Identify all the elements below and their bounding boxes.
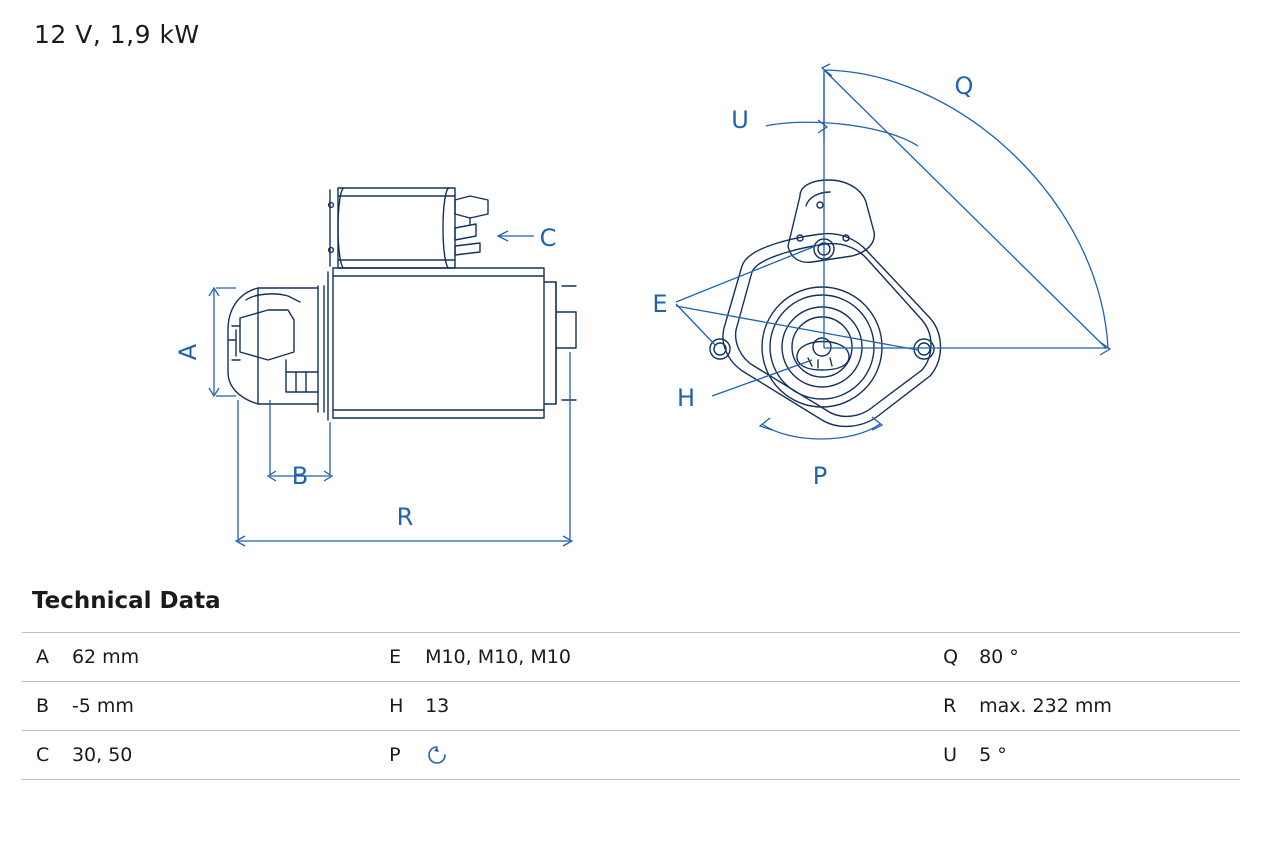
spec-value-rotation-symbol: [411, 731, 929, 780]
spec-value: max. 232 mm: [965, 682, 1240, 731]
solenoid-body: [329, 188, 488, 268]
label-C: C: [539, 224, 557, 252]
rotation-direction-icon: [425, 742, 451, 768]
label-P: P: [812, 462, 828, 490]
spec-value: 30, 50: [58, 731, 375, 780]
technical-data-table: [22, 632, 1240, 780]
table-row: [22, 682, 1240, 731]
dimension-A: [209, 288, 236, 396]
angle-Q: [822, 64, 1110, 355]
arc-P: [760, 417, 882, 439]
table-row: [22, 731, 1240, 780]
flange-front-view: [710, 180, 941, 426]
spec-key: U: [929, 731, 965, 780]
spec-key: H: [375, 682, 411, 731]
spec-value: 62 mm: [58, 633, 375, 682]
spec-key: R: [929, 682, 965, 731]
spec-value: 5 °: [965, 731, 1240, 780]
label-H: H: [676, 384, 696, 412]
page-title: 12 V, 1,9 kW: [34, 20, 200, 49]
leader-C: [498, 231, 534, 241]
spec-value: -5 mm: [58, 682, 375, 731]
label-Q: Q: [954, 72, 974, 100]
label-R: R: [396, 503, 414, 531]
spec-value: 13: [411, 682, 929, 731]
spec-value: M10, M10, M10: [411, 633, 929, 682]
spec-key: C: [22, 731, 58, 780]
spec-key: A: [22, 633, 58, 682]
spec-key: P: [375, 731, 411, 780]
drive-end-housing: [228, 286, 324, 412]
angle-U: [766, 74, 918, 146]
label-B: B: [291, 462, 309, 490]
table-row: [22, 633, 1240, 682]
spec-key: B: [22, 682, 58, 731]
label-E: E: [652, 290, 668, 318]
technical-data-heading: Technical Data: [32, 588, 221, 614]
motor-body: [328, 268, 576, 420]
label-U: U: [731, 106, 749, 134]
leader-E: [676, 245, 918, 350]
spec-key: E: [375, 633, 411, 682]
spec-key: Q: [929, 633, 965, 682]
label-A: A: [174, 343, 202, 361]
spec-value: 80 °: [965, 633, 1240, 682]
